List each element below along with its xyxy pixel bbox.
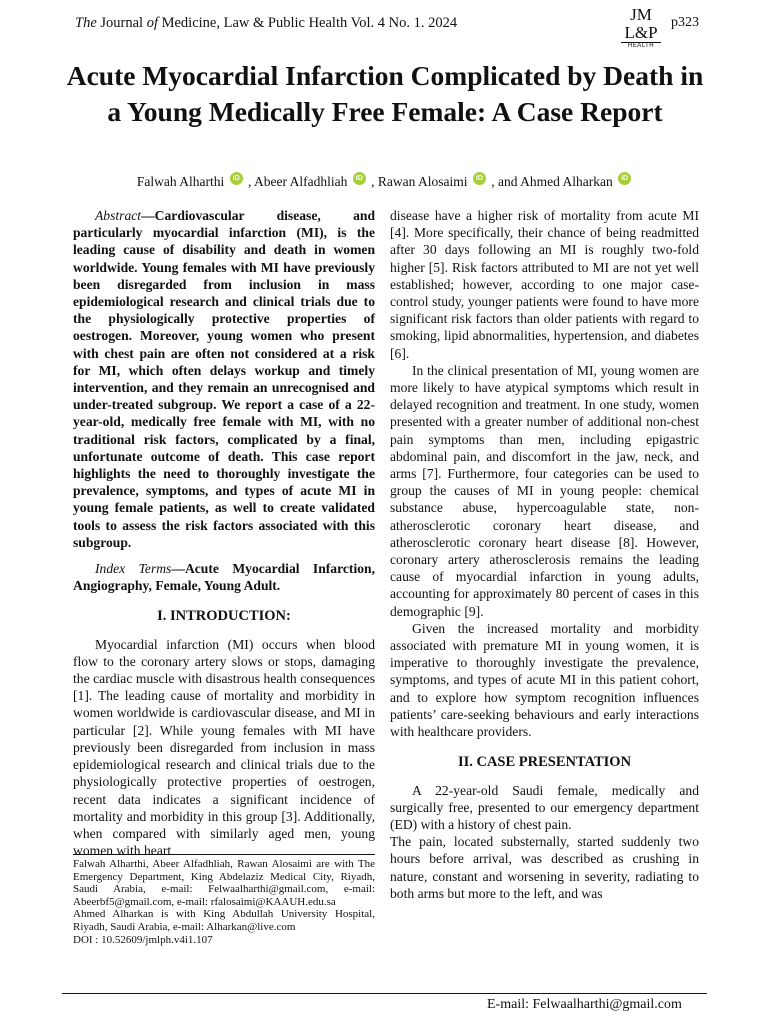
intro-paragraph-3: Given the increased mortality and morbidity associated with premature MI in young women, it is imperative to thoroughly investigate the prevalence, symptoms, and types of acute MI in this patient cohort, and to explore how symptom recognition influences patients’ care-seeking behaviours and early interactions with healthcare providers.: [390, 620, 699, 740]
author-name: Falwah Alharthi: [136, 174, 225, 189]
orcid-icon[interactable]: iD: [230, 172, 243, 185]
header-the: The: [75, 15, 97, 31]
running-header: [75, 15, 457, 32]
author-name: Abeer Alfadhliah: [254, 174, 348, 189]
index-terms-dash: —: [171, 561, 185, 577]
orcid-icon[interactable]: iD: [618, 172, 631, 185]
intro-paragraph-continued: disease have a higher risk of mortality from acute MI [4]. More specifically, their chance of being readmitted after 30 days following an MI is roughly two-fold higher [5]. Risk factors attributed to MI are not yet well established; however, according to one major case-control study, younger patients were found to have more significant risk factors than older patients with regard to smoking, lipid abnormalities, hypertension, and diabetes [6].: [390, 208, 699, 361]
section-heading-introduction: I. INTRODUCTION:: [157, 608, 291, 625]
author-separator: ,: [248, 174, 255, 189]
index-terms-label: Index Terms: [95, 561, 172, 577]
case-paragraph-1: A 22-year-old Saudi female, medically and surgically free, presented to our emergency department (ED) with a history of chest pain.: [390, 782, 699, 832]
logo-line-3: HEALTH: [621, 42, 661, 49]
index-terms-text: Acute Myocardial Infarction, Angiography, Female, Young Adult.: [73, 561, 375, 594]
logo-line-2: L&P: [624, 23, 658, 42]
author-separator: , and: [491, 174, 521, 189]
author-separator: ,: [371, 174, 378, 189]
paper-title: Acute Myocardial Infarction Complicated by Death in a Young Medically Free Female: A Case Report: [66, 60, 704, 127]
author-name: Rawan Alosaimi: [377, 174, 468, 189]
intro-paragraph-2: In the clinical presentation of MI, young women are more likely to have atypical symptoms which result in delayed recognition and treatment. In one study, women presented with a greater number of additional non-chest pain symptoms than men, including epigastric abdominal pain, and discomfort in the jaw, neck, and arms [7]. Furthermore, four categories can be used to group the causes of MI in young people: chemical substance abuse, hypercoagulable state, non-atherosclerotic coronary heart disease, and atherosclerotic coronary heart disease [8]. However, coronary artery atherosclerosis remains the leading cause of myocardial infarction in young adults, accounting for approximately 80 percent of cases in this demographic [9].: [390, 362, 699, 619]
case-paragraph-2: The pain, located substernally, started suddenly two hours before arrival, was described as crushing in nature, constant and worsening in severity, radiating to both arms but more to the left, and was: [390, 834, 699, 901]
author-list: [60, 172, 710, 190]
left-column: [73, 207, 375, 859]
intro-paragraph: Myocardial infarction (MI) occurs when blood flow to the coronary artery slows or stops, damaging the cardiac muscle with disastrous health consequences [1]. The leading cause of mortality and morbidity in women worldwide is cardiovascular disease, and MI in particular [2]. While young females with MI have previously been disregarded from inclusion in mass epidemiological research and clinical trials due to the physiologically protective properties of oestrogen, recent data indicates a significant incidence of mortality and morbidity in this group [3]. Additionally, when compared with similarly aged men, young women with heart: [73, 636, 375, 859]
logo-line-1: JM: [630, 5, 652, 24]
author-footnote: [73, 854, 375, 946]
abstract-dash: —: [141, 208, 155, 223]
orcid-icon[interactable]: iD: [353, 172, 366, 185]
abstract-label: Abstract: [95, 208, 142, 223]
header-journal: Journal: [100, 15, 144, 31]
header-journal-rest: Medicine, Law & Public Health Vol. 4 No. 1. 2024: [161, 15, 458, 31]
abstract-text: Cardiovascular disease, and particularly myocardial infarction (MI), is the leading cause of disability and death in women worldwide. Young females with MI have previously been disregarded from inclusion in mass epidemiological research and clinical trials due to the physiologically protective properties of oestrogen. Moreover, young women who present with chest pain are often not considered at a risk for MI, which often delays workup and timely intervention, and they remain an unrecognised and under-treated subgroup. We report a case of a 22-year-old, medically free female with MI, with no traditional risk factors, complicated by a final, unfortunate outcome of death. This case report highlights the need to thoroughly investigate the prevalence, symptoms, and types of acute MI in young female patients, as well to create validated tools to assess the risk factors associated with this subgroup.: [73, 208, 375, 550]
footnote-doi: DOI : 10.52609/jmlph.v4i1.107: [73, 933, 213, 946]
footnote-affiliation-2: Ahmed Alharkan is with King Abdullah University Hospital, Riyadh, Saudi Arabia, e-mail: Alharkan@live.com: [73, 908, 375, 933]
author-name: Ahmed Alharkan: [520, 174, 613, 189]
orcid-icon[interactable]: iD: [473, 172, 486, 185]
section-heading-case-presentation: II. CASE PRESENTATION: [457, 754, 632, 771]
footer-email: E-mail: Felwaalharthi@gmail.com: [487, 997, 682, 1012]
header-of: of: [146, 15, 158, 31]
page-number: p323: [671, 15, 699, 30]
footnote-affiliation-1: Falwah Alharthi, Abeer Alfadhliah, Rawan Alosaimi are with The Emergency Department, King Abdelaziz Medical City, Riyadh, Saudi Arabia, e-mail: Felwaalharthi@gmail.com, e-mail: Abeerbf5@gmail.com, e-mail: rfalosaimi@KAAUH.edu.sa: [73, 858, 375, 908]
right-column: [390, 207, 699, 902]
abstract: [73, 207, 375, 551]
footer-divider: [62, 993, 707, 994]
journal-logo: [621, 6, 661, 49]
index-terms: [73, 560, 375, 594]
